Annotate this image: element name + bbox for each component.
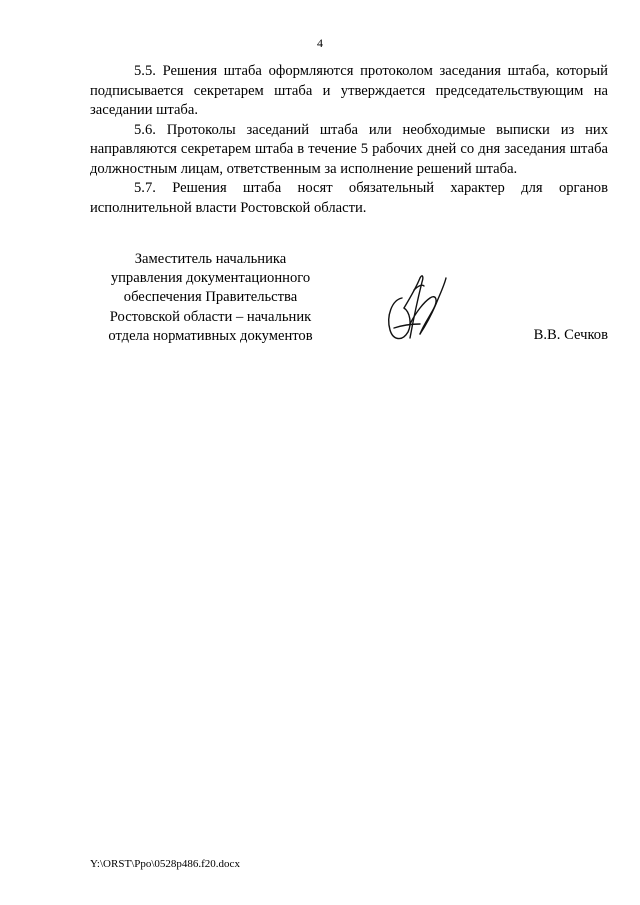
signature-block <box>90 250 608 360</box>
signer-title-line: отдела нормативных документов <box>108 327 313 344</box>
signer-title-line: обеспечения Правительства <box>123 289 298 306</box>
paragraph-5-7: 5.7. Решения штаба носят обязательный характер для органов исполнительной власти Ростовской области. <box>90 180 608 216</box>
signer-title-line: управления документационного <box>110 270 311 287</box>
handwritten-signature <box>380 268 450 348</box>
page-number: 4 <box>317 36 323 50</box>
signer-title <box>98 250 323 346</box>
paragraph-5-5: 5.5. Решения штаба оформляются протоколом заседания штаба, который подписывается секретарем штаба и утверждается председательствующим на заседании штаба. <box>90 63 608 118</box>
body-text <box>90 62 608 218</box>
signer-name: В.В. Сечков <box>533 327 608 343</box>
signer-title-line: Заместитель начальника <box>134 251 287 267</box>
footer-file-path: Y:\ORST\Ppo\0528p486.f20.docx <box>90 858 240 870</box>
paragraph-5-6: 5.6. Протоколы заседаний штаба или необходимые выписки из них направляются секретарем штаба в течение 5 рабочих дней со дня заседания штаба должностным лицам, ответственным за исполнение решений штаба. <box>90 121 608 177</box>
signer-title-line: Ростовской области – начальник <box>109 308 312 325</box>
